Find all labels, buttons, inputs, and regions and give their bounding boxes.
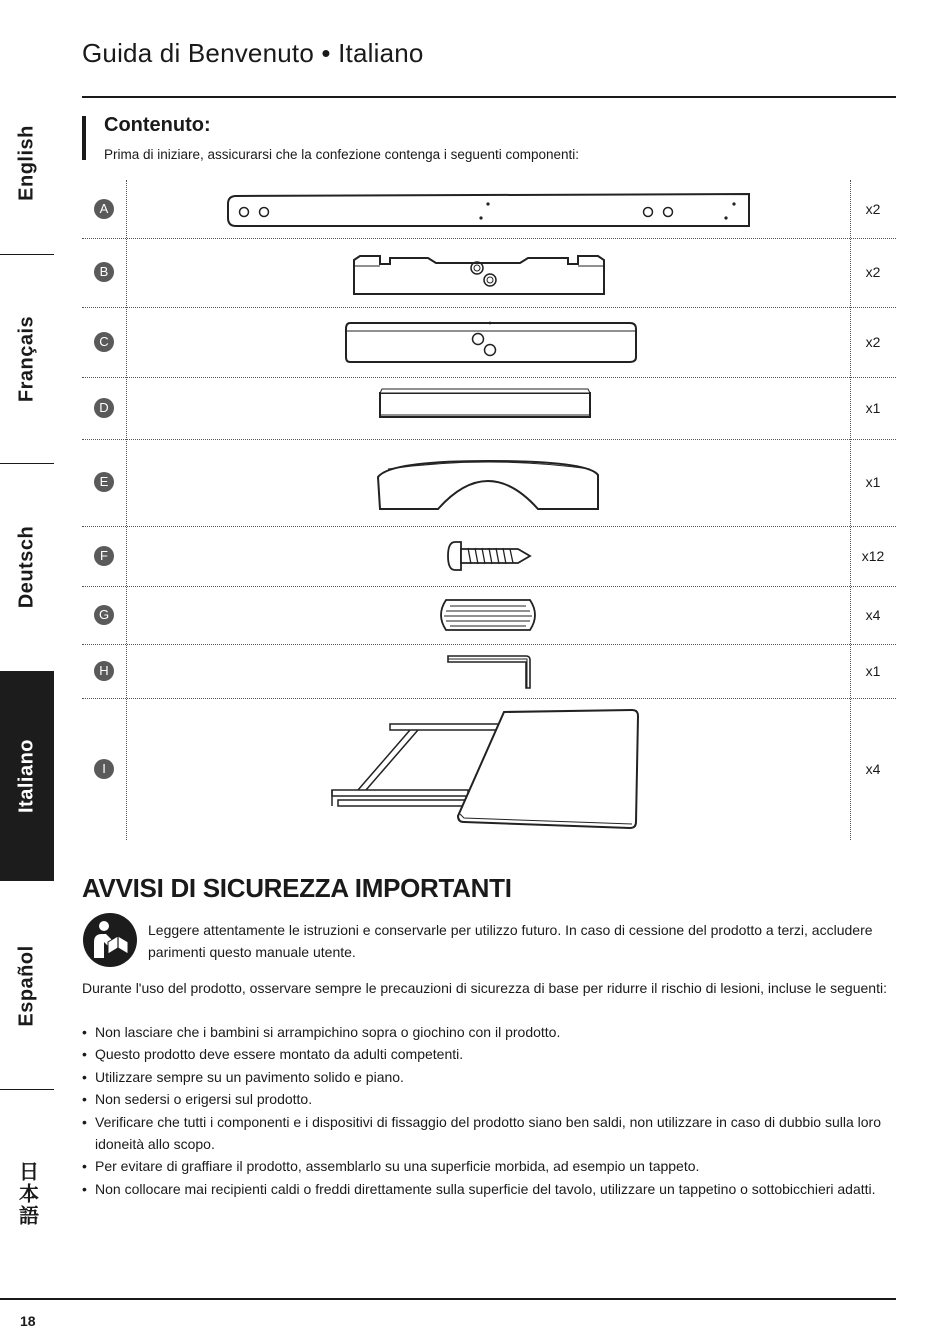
page-title: Guida di Benvenuto • Italiano [82, 38, 424, 68]
part-letter: D [94, 398, 114, 418]
part-qty: x4 [865, 607, 881, 623]
long-rail-icon [128, 180, 850, 238]
part-row-i [82, 698, 896, 840]
footer-divider [0, 1298, 896, 1300]
safety-item: • Per evitare di graffiare il prodotto, assemblarlo su una superficie morbida, ad esempio un tappeto. [82, 1155, 894, 1177]
part-row-b [82, 238, 896, 308]
part-qty: x1 [865, 400, 881, 416]
section-marker [82, 116, 86, 160]
notched-apron-icon [128, 238, 850, 307]
safety-lead: Durante l'uso del prodotto, osservare sempre le precauzioni di sicurezza di base per ridurre il rischio di lesioni, incluse le seguenti: [82, 980, 887, 996]
lang-tab-label: English [15, 125, 38, 201]
sliding-leaf-icon [128, 698, 850, 840]
lang-tab-label: 日本語 [15, 1161, 38, 1227]
read-manual-icon [82, 912, 138, 968]
safety-item: • Verificare che tutti i componenti e i dispositivi di fissaggio del prodotto siano ben saldi, non utilizzare in caso di dubbio sulla loro idoneità allo scopo. [82, 1111, 894, 1156]
part-letter: B [94, 262, 114, 282]
safety-list [82, 1021, 894, 1200]
lang-tab-english[interactable] [0, 72, 54, 254]
lang-tab-label: Italiano [15, 738, 38, 814]
safety-item: • Utilizzare sempre su un pavimento solido e piano. [82, 1066, 894, 1088]
short-apron-icon [128, 307, 850, 377]
safety-item: • Questo prodotto deve essere montato da adulti competenti. [82, 1043, 894, 1065]
lang-tab-espanol[interactable] [0, 882, 54, 1089]
screw-icon [128, 526, 850, 586]
part-letter: I [94, 759, 114, 779]
part-row-c [82, 307, 896, 378]
part-row-g [82, 586, 896, 645]
part-row-a [82, 180, 896, 239]
part-letter: G [94, 605, 114, 625]
safety-title: AVVISI DI SICUREZZA IMPORTANTI [82, 873, 512, 903]
part-row-e [82, 439, 896, 527]
safety-item: • Non sedersi o erigersi sul prodotto. [82, 1088, 894, 1110]
lang-tab-label: Deutsch [15, 525, 38, 609]
part-letter: F [94, 546, 114, 566]
part-letter: E [94, 472, 114, 492]
allen-key-icon [128, 644, 850, 698]
part-letter: A [94, 199, 114, 219]
lang-tab-label: Français [15, 315, 38, 403]
flat-bar-icon [128, 377, 850, 439]
part-qty: x1 [865, 663, 881, 679]
lang-tab-japanese[interactable] [0, 1090, 54, 1298]
part-qty: x12 [861, 548, 885, 564]
contents-subtitle: Prima di iniziare, assicurarsi che la confezione contenga i seguenti componenti: [104, 147, 580, 162]
part-row-h [82, 644, 896, 699]
part-qty: x1 [865, 474, 881, 490]
page-number: 18 [20, 1313, 36, 1329]
part-qty: x2 [865, 334, 881, 350]
parts-table [82, 180, 896, 840]
header-divider [82, 96, 896, 98]
part-qty: x4 [865, 761, 881, 777]
lang-tab-italiano[interactable] [0, 671, 54, 881]
lang-tab-label: Español [15, 944, 38, 1027]
safety-intro: Leggere attentamente le istruzioni e conservarle per utilizzo futuro. In caso di cessione del prodotto a terzi, accludere parimenti questo manuale utente. [148, 922, 873, 960]
safety-item: • Non collocare mai recipienti caldi o freddi direttamente sulla superficie del tavolo, utilizzare un tappetino o sottobicchieri adatti. [82, 1178, 894, 1200]
part-row-d [82, 377, 896, 440]
part-letter: H [94, 661, 114, 681]
lang-tab-francais[interactable] [0, 255, 54, 463]
safety-item: • Non lasciare che i bambini si arrampichino sopra o giochino con il prodotto. [82, 1021, 894, 1043]
lang-tab-deutsch[interactable] [0, 464, 54, 670]
part-letter: C [94, 332, 114, 352]
curved-support-icon [128, 439, 850, 526]
part-qty: x2 [865, 264, 881, 280]
dowel-icon [128, 586, 850, 644]
part-qty: x2 [865, 201, 881, 217]
part-row-f [82, 526, 896, 587]
contents-title: Contenuto: [104, 114, 211, 136]
